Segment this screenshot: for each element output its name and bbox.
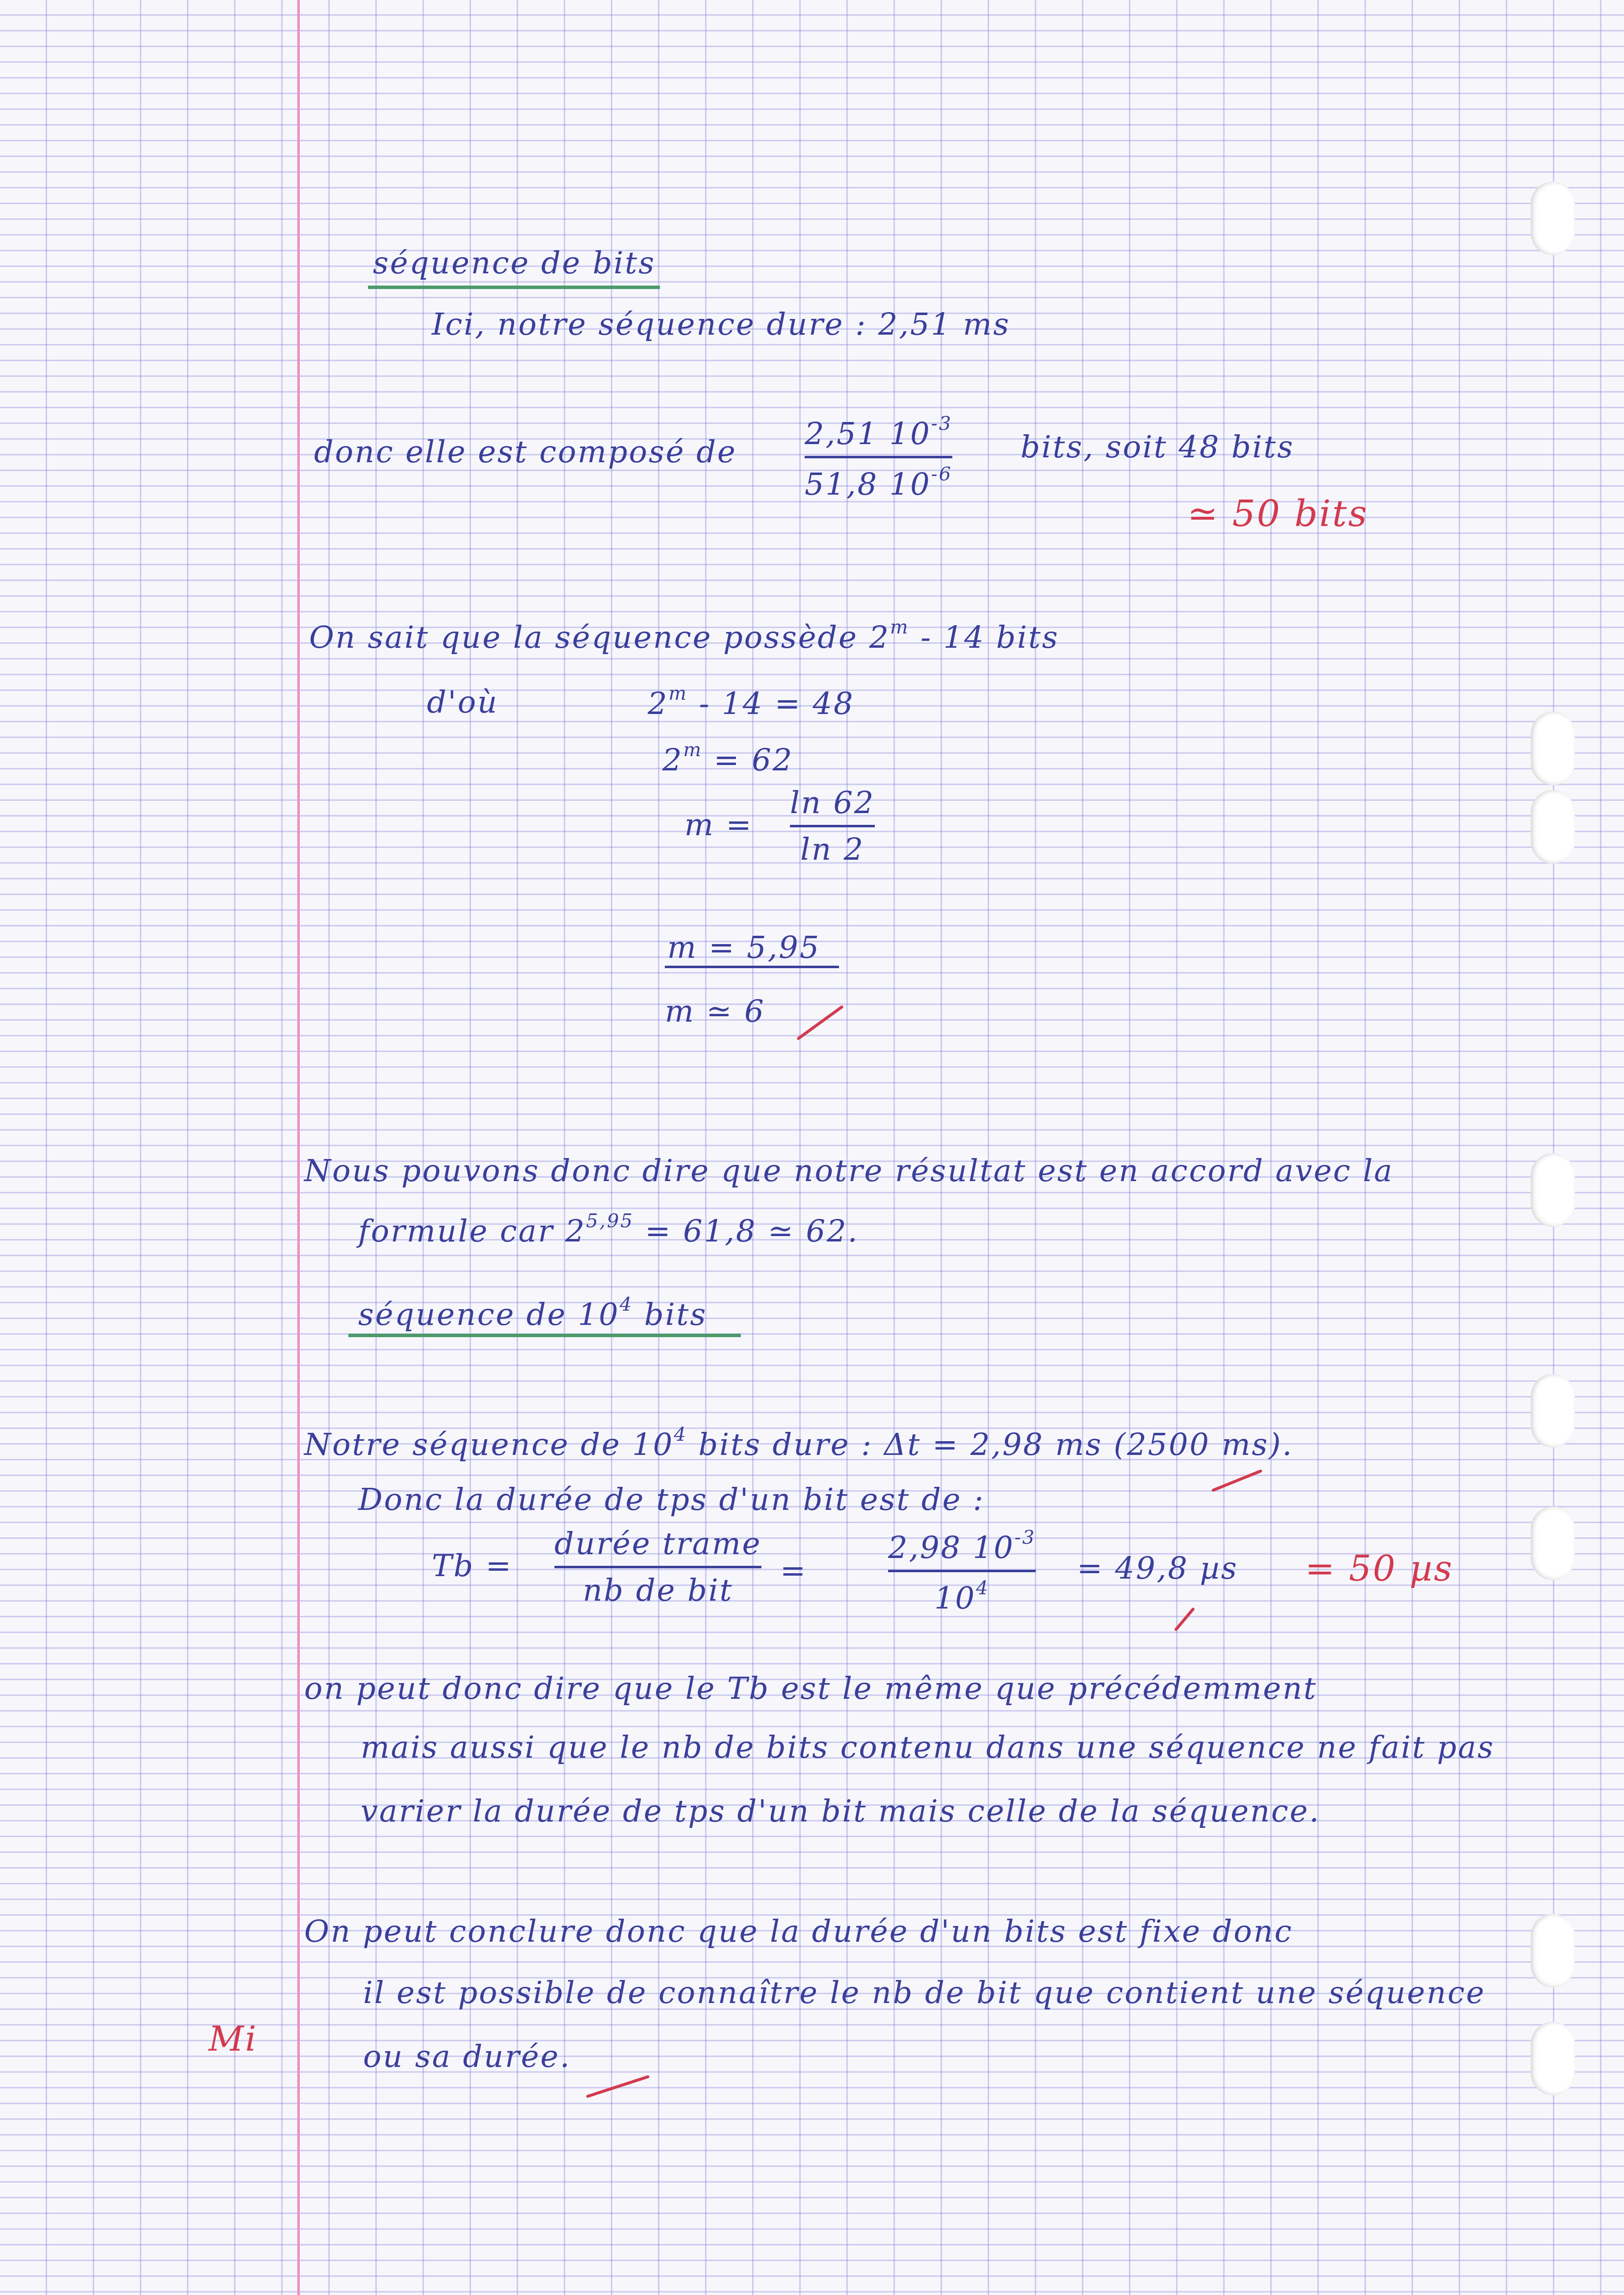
fraction-numerator: 2,51 $10^{-3}$ bbox=[805, 413, 953, 451]
equation-lhs: Tb = bbox=[432, 1548, 513, 1583]
binder-hole bbox=[1531, 2022, 1575, 2095]
equals-sign: = bbox=[780, 1553, 807, 1588]
equation: m = 5,95 bbox=[667, 929, 821, 965]
text-line: donc elle est composé de bbox=[314, 434, 737, 470]
text-line: Notre séquence de $10^4$ bits dure : Δt = 2,98 ms (2500 ms). bbox=[304, 1424, 1294, 1462]
text-line: varier la durée de tps d'un bit mais celle de la séquence. bbox=[361, 1793, 1321, 1829]
binder-hole bbox=[1531, 790, 1575, 864]
teacher-initials: Mi bbox=[209, 2019, 258, 2059]
section-title: séquence de bits bbox=[373, 245, 656, 281]
fraction bbox=[554, 1526, 762, 1608]
text-line: il est possible de connaître le nb de bit que contient une séquence bbox=[363, 1975, 1486, 2010]
text-line: d'où bbox=[427, 684, 498, 720]
text-line: Nous pouvons donc dire que notre résultat est en accord avec la bbox=[304, 1153, 1394, 1188]
equation: $2^m = 62$ bbox=[662, 739, 794, 778]
fraction-bar bbox=[805, 456, 952, 458]
fraction-numerator: ln 62 bbox=[790, 785, 875, 820]
fraction bbox=[805, 415, 952, 500]
text-line: On sait que la séquence possède 2$^m$ - 14 bits bbox=[309, 616, 1059, 655]
fraction-denominator: nb de bit bbox=[582, 1572, 733, 1608]
text-line: on peut donc dire que le Tb est le même que précédemment bbox=[304, 1670, 1317, 1706]
fraction-bar bbox=[888, 1570, 1036, 1572]
fraction-denominator: $10^4$ bbox=[934, 1577, 990, 1616]
text-line: On peut conclure donc que la durée d'un bits est fixe donc bbox=[304, 1913, 1293, 1949]
fraction-bar bbox=[554, 1566, 761, 1568]
binder-hole bbox=[1531, 1914, 1575, 1987]
equation-lhs: m = bbox=[684, 807, 753, 843]
equation: m ≃ 6 bbox=[665, 993, 765, 1029]
fraction-bar bbox=[790, 825, 875, 827]
title-underline bbox=[368, 286, 660, 289]
equation-result: = 49,8 µs bbox=[1077, 1550, 1238, 1586]
teacher-check-mark bbox=[1211, 1469, 1262, 1492]
text-line: bits, soit 48 bits bbox=[1021, 429, 1295, 465]
fraction-numerator: durée trame bbox=[554, 1526, 762, 1561]
fraction-numerator: 2,98 $10^{-3}$ bbox=[888, 1527, 1036, 1565]
margin-line bbox=[297, 0, 300, 2295]
title-underline bbox=[348, 1334, 741, 1337]
binder-hole bbox=[1531, 1153, 1575, 1227]
teacher-check-mark bbox=[796, 1005, 844, 1040]
text-line: Donc la durée de tps d'un bit est de : bbox=[358, 1481, 985, 1517]
result-underline bbox=[665, 966, 839, 968]
fraction bbox=[888, 1527, 1036, 1616]
teacher-note: = 50 µs bbox=[1305, 1548, 1454, 1589]
section-title: séquence de $10^4$ bits bbox=[358, 1293, 707, 1332]
teacher-note: ≃ 50 bits bbox=[1187, 493, 1368, 535]
fraction bbox=[790, 785, 875, 867]
fraction-denominator: 51,8 $10^{-6}$ bbox=[805, 463, 953, 502]
binder-hole bbox=[1531, 182, 1575, 255]
teacher-check-mark bbox=[586, 2075, 650, 2098]
equation: 2$^m$ - 14 = 48 bbox=[648, 683, 855, 721]
binder-hole bbox=[1531, 1374, 1575, 1448]
teacher-check-mark bbox=[1174, 1607, 1195, 1632]
fraction-denominator: ln 2 bbox=[800, 831, 865, 867]
binder-hole bbox=[1531, 1506, 1575, 1580]
binder-hole bbox=[1531, 712, 1575, 785]
text-line: Ici, notre séquence dure : 2,51 ms bbox=[432, 306, 1011, 342]
text-line: mais aussi que le nb de bits contenu dans une séquence ne fait pas bbox=[361, 1729, 1495, 1765]
text-line: ou sa durée. bbox=[363, 2038, 571, 2074]
text-line: formule car $2^{5,95} = 61,8$ ≃ 62. bbox=[358, 1210, 859, 1249]
